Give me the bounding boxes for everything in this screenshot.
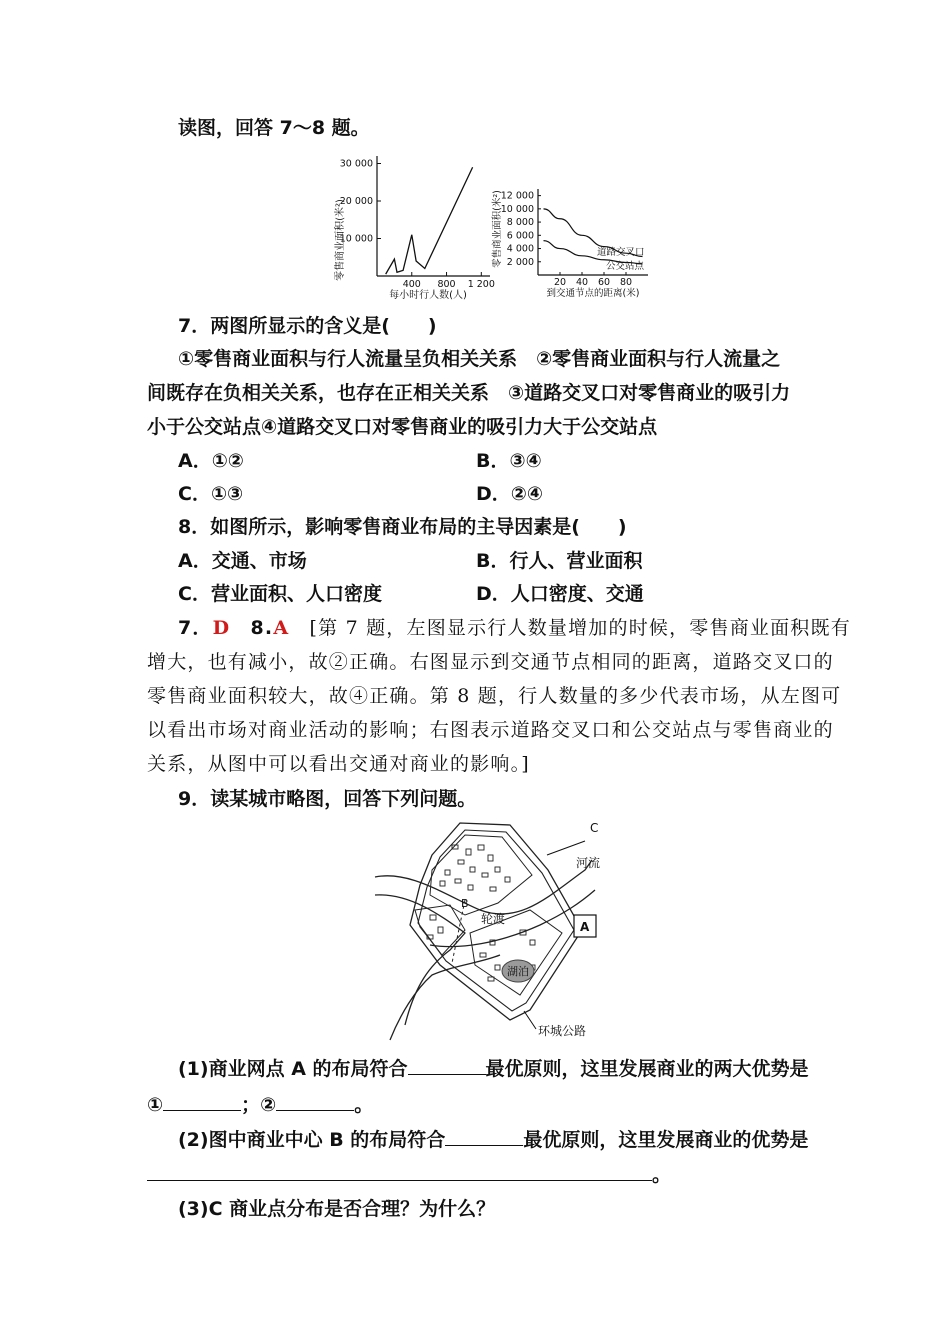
- answer-line5: 关系，从图中可以看出交通对商业的影响。]: [147, 753, 530, 775]
- chart2-ytick-label: 4 000: [506, 243, 534, 255]
- chart2-ytick-label: 6 000: [506, 230, 534, 242]
- q8-option-c: C．营业面积、人口密度: [178, 583, 382, 605]
- q9-part2-text-a: (2)图中商业中心 B 的布局符合: [178, 1129, 446, 1151]
- river-lower: [390, 955, 500, 1040]
- chart2-legend-bus-stop: 公交站点: [606, 261, 645, 272]
- map-pointer-ring-road: [524, 1011, 536, 1029]
- q9-part2-blank1[interactable]: [445, 1127, 523, 1146]
- answer-line2: 增大，也有减小，故②正确。右图显示到交通节点相同的距离，道路交叉口的: [147, 651, 834, 673]
- q9-part1-end: 。: [354, 1094, 374, 1116]
- q9-part3: (3)C 商业点分布是否合理？为什么？: [178, 1198, 496, 1220]
- map-label-ring-road: 环城公路: [538, 1024, 587, 1038]
- chart1-ytick-label: 20 000: [339, 196, 373, 207]
- q9-part1-blank3[interactable]: [276, 1092, 354, 1111]
- q9-stem: 9．读某城市略图，回答下列问题。: [178, 788, 477, 810]
- q9-part1-text-b: 最优原则，这里发展商业的两大优势是: [485, 1058, 809, 1080]
- answer-explanation-start: [第 7 题，左图显示行人数量增加的时候，零售商业面积既有: [289, 617, 851, 639]
- chart1-ylabel: 零售商业面积(米²): [335, 199, 346, 281]
- q9-part1-marker1: ①: [147, 1094, 164, 1116]
- answer-7-prefix: 7．: [178, 617, 213, 639]
- chart1-xtick-label: 1 200: [467, 279, 495, 290]
- chart2-xlabel: 到交通节点的距离(米): [546, 288, 640, 299]
- q7-statement-line2: 间既存在负相关关系，也存在正相关关系 ③道路交叉口对零售商业的吸引力: [147, 382, 791, 404]
- q9-part1-line2: [147, 1092, 373, 1117]
- chart2-y-axis-label: [491, 190, 503, 268]
- map-label-b: B: [461, 897, 469, 910]
- map-label-c: C: [590, 821, 599, 835]
- q7-statement-line3: 小于公交站点④道路交叉口对零售商业的吸引力大于公交站点: [147, 416, 658, 438]
- q7-option-b: B．③④: [476, 450, 542, 472]
- chart2-xtick-label: 80: [619, 277, 633, 288]
- q9-part2-end: 。: [652, 1164, 672, 1186]
- city-map: [370, 815, 630, 1045]
- chart2-ylabel: 零售商业面积(米²): [492, 190, 503, 268]
- q8-option-d: D．人口密度、交通: [476, 583, 644, 605]
- map-label-ferry: 轮渡: [481, 912, 506, 926]
- answer-8-prefix: 8.: [230, 617, 274, 639]
- intro-text: 读图，回答 7～8 题。: [178, 117, 370, 139]
- chart1-ytick-label: 30 000: [339, 158, 373, 170]
- chart1-xtick-label: 400: [402, 279, 421, 290]
- q7-statement-line1: ①零售商业面积与行人流量呈负相关关系 ②零售商业面积与行人流量之: [178, 348, 781, 370]
- answer-line3: 零售商业面积较大，故④正确。第 8 题，行人数量的多少代表市场，从左图可: [147, 685, 842, 707]
- chart2-ytick-label: 2 000: [506, 256, 534, 268]
- q7-option-c: C．①③: [178, 483, 244, 505]
- chart2-legend-road-crossing: 道路交叉口: [597, 247, 645, 258]
- chart1-ytick-label: 10 000: [339, 233, 373, 245]
- answer-line1: [178, 616, 851, 640]
- q8-option-b: B．行人、营业面积: [476, 550, 643, 572]
- answer-7-letter: D: [212, 617, 231, 639]
- q8-option-a: A．交通、市场: [178, 550, 307, 572]
- q7-stem: 7．两图所显示的含义是( ): [178, 315, 437, 337]
- answer-8-letter: A: [273, 617, 290, 639]
- q9-part2-text-b: 最优原则，这里发展商业的优势是: [523, 1129, 809, 1151]
- q7-option-a: A．①②: [178, 450, 244, 472]
- west-district: [415, 905, 465, 955]
- chart2-ytick-label: 10 000: [500, 203, 534, 215]
- answer-line4: 以看出市场对商业活动的影响；右图表示道路交叉口和公交站点与零售商业的: [147, 719, 834, 741]
- map-pointer-c: [547, 841, 585, 855]
- map-label-a: A: [580, 920, 590, 934]
- chart2-xtick-label: 60: [597, 277, 611, 288]
- chart2-xtick-label: 40: [575, 277, 589, 288]
- chart1-xlabel: 每小时行人数(人): [389, 290, 467, 301]
- map-label-river: 河流: [576, 856, 601, 870]
- q9-part2-line1: [178, 1127, 808, 1152]
- chart2-ytick-label: 12 000: [500, 190, 534, 202]
- distance-chart: [490, 185, 690, 300]
- chart1-series-line: [386, 167, 473, 274]
- q9-part2-line2: [147, 1162, 671, 1187]
- chart2-ytick-label: 8 000: [506, 217, 534, 229]
- q7-option-d: D．②④: [476, 483, 543, 505]
- chart1-xtick-label: 800: [437, 279, 456, 290]
- pedestrian-chart: [330, 152, 495, 302]
- q9-part2-blank2[interactable]: [147, 1162, 652, 1181]
- q9-part1-text-a: (1)商业网点 A 的布局符合: [178, 1058, 408, 1080]
- map-label-lake: 湖泊: [507, 965, 529, 978]
- q9-part1-blank1[interactable]: [408, 1056, 486, 1075]
- q9-part1-blank2[interactable]: [163, 1092, 241, 1111]
- q9-part1-line1: [178, 1056, 809, 1081]
- chart2-xtick-label: 20: [553, 277, 567, 288]
- q8-stem: 8．如图所示，影响零售商业布局的主导因素是( ): [178, 516, 627, 538]
- q9-part1-marker2: ；②: [241, 1094, 277, 1116]
